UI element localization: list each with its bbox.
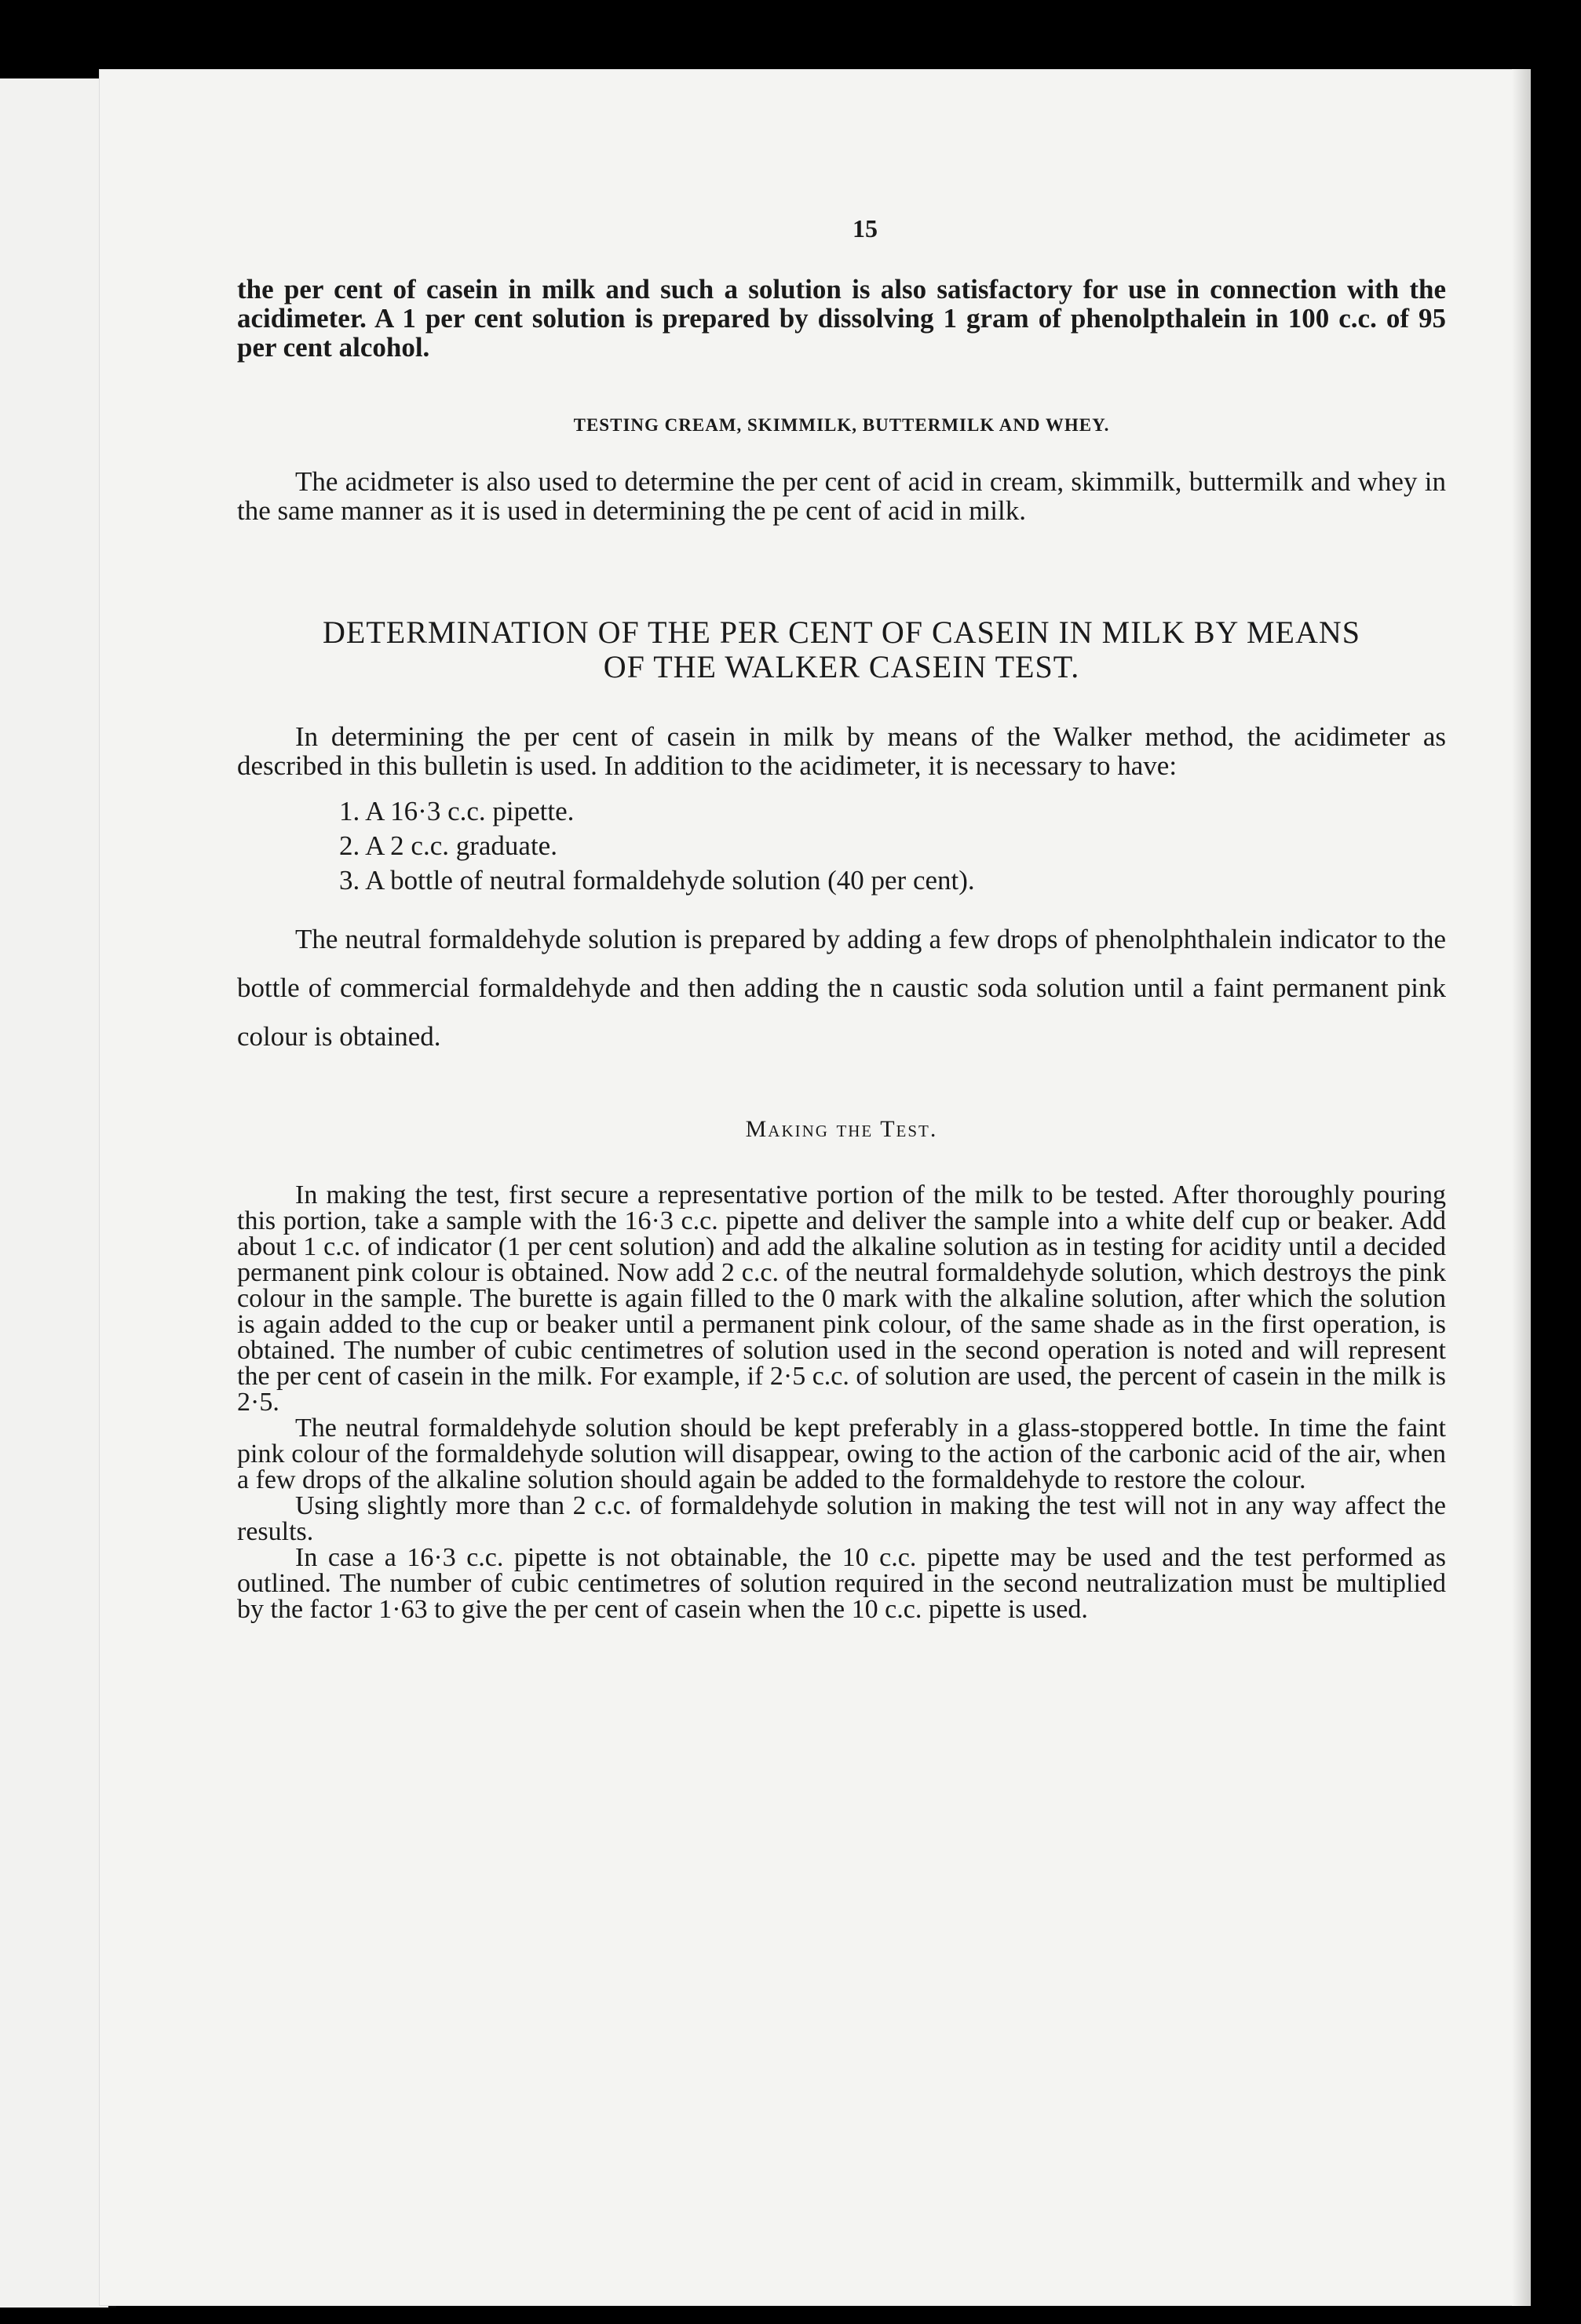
page-content: [237, 214, 1446, 1622]
page-number: 15: [853, 214, 878, 243]
list-item: 2. A 2 c.c. graduate.: [339, 830, 557, 861]
main-heading-line-1: DETERMINATION OF THE PER CENT OF CASEIN IN MILK BY MEANS: [323, 615, 1360, 650]
left-page-edge: [0, 78, 108, 2308]
page-shadow: [1512, 69, 1531, 2306]
intro-paragraph: the per cent of casein in milk and such a solution is also satisfactory for use in connection with the acidimeter. A 1 per cent solution is prepared by dissolving 1 gram of phenolpthalein in 100 c.c. of 95 per cent alcohol.: [237, 274, 1446, 363]
list-item: 1. A 16·3 c.c. pipette.: [339, 796, 575, 826]
section-heading-testing-cream: TESTING CREAM, SKIMMILK, BUTTERMILK AND WHEY.: [573, 415, 1110, 435]
making-test-body: [237, 1182, 1446, 1622]
section1-paragraph: The acidmeter is also used to determine the per cent of acid in cream, skimmilk, buttermilk and whey in the same manner as it is used in determining the pe cent of acid in milk.: [237, 466, 1446, 526]
section-heading-making-test: Making the Test.: [745, 1116, 938, 1142]
making-test-paragraph-3: Using slightly more than 2 c.c. of formaldehyde solution in making the test will not in any way affect the results.: [237, 1491, 1446, 1546]
document-page: [99, 69, 1531, 2306]
main-heading-casein: [237, 615, 1446, 684]
section2-paragraph: In determining the per cent of casein in milk by means of the Walker method, the acidimeter as described in this bulletin is used. In addition to the acidimeter, it is necessary to have:: [237, 721, 1446, 781]
making-test-paragraph-4: In case a 16·3 c.c. pipette is not obtainable, the 10 c.c. pipette may be used and the test performed as outlined. The number of cubic centimetres of solution required in the second neutralization must be multiplied by the factor 1·63 to give the per cent of casein when the 10 c.c. pipette is used.: [237, 1543, 1446, 1624]
making-test-paragraph-1: In making the test, first secure a representative portion of the milk to be tested. After thoroughly pouring this portion, take a sample with the 16·3 c.c. pipette and deliver the sample into a white delf cup or beaker. Add about 1 c.c. of indicator (1 per cent solution) and add the alkaline solution as in testing for acidity until a decided permanent pink colour is obtained. Now add 2 c.c. of the neutral formaldehyde solution, which destroys the pink colour in the sample. The burette is again filled to the 0 mark with the alkaline solution, after which the solution is again added to the cup or beaker until a permanent pink colour, of the same shade as in the first operation, is obtained. The number of cubic centimetres of solution used in the second operation is noted and will represent the per cent of casein in the milk. For example, if 2·5 c.c. of solution are used, the percent of casein in the milk is 2·5.: [237, 1180, 1446, 1417]
list-item: 3. A bottle of neutral formaldehyde solution (40 per cent).: [339, 865, 975, 896]
main-heading-line-2: OF THE WALKER CASEIN TEST.: [603, 649, 1080, 684]
requirements-list: [237, 794, 1446, 898]
section2-paragraph-2: The neutral formaldehyde solution is prepared by adding a few drops of phenolphthalein indicator to the bottle of commercial formaldehyde and then adding the n caustic soda solution until a faint permanent pink colour is obtained.: [237, 924, 1446, 1052]
making-test-paragraph-2: The neutral formaldehyde solution should be kept preferably in a glass-stoppered bottle. In time the faint pink colour of the formaldehyde solution will disappear, owing to the action of the carbonic acid of the air, when a few drops of the alkaline solution should again be added to the formaldehyde to restore the colour.: [237, 1414, 1446, 1494]
